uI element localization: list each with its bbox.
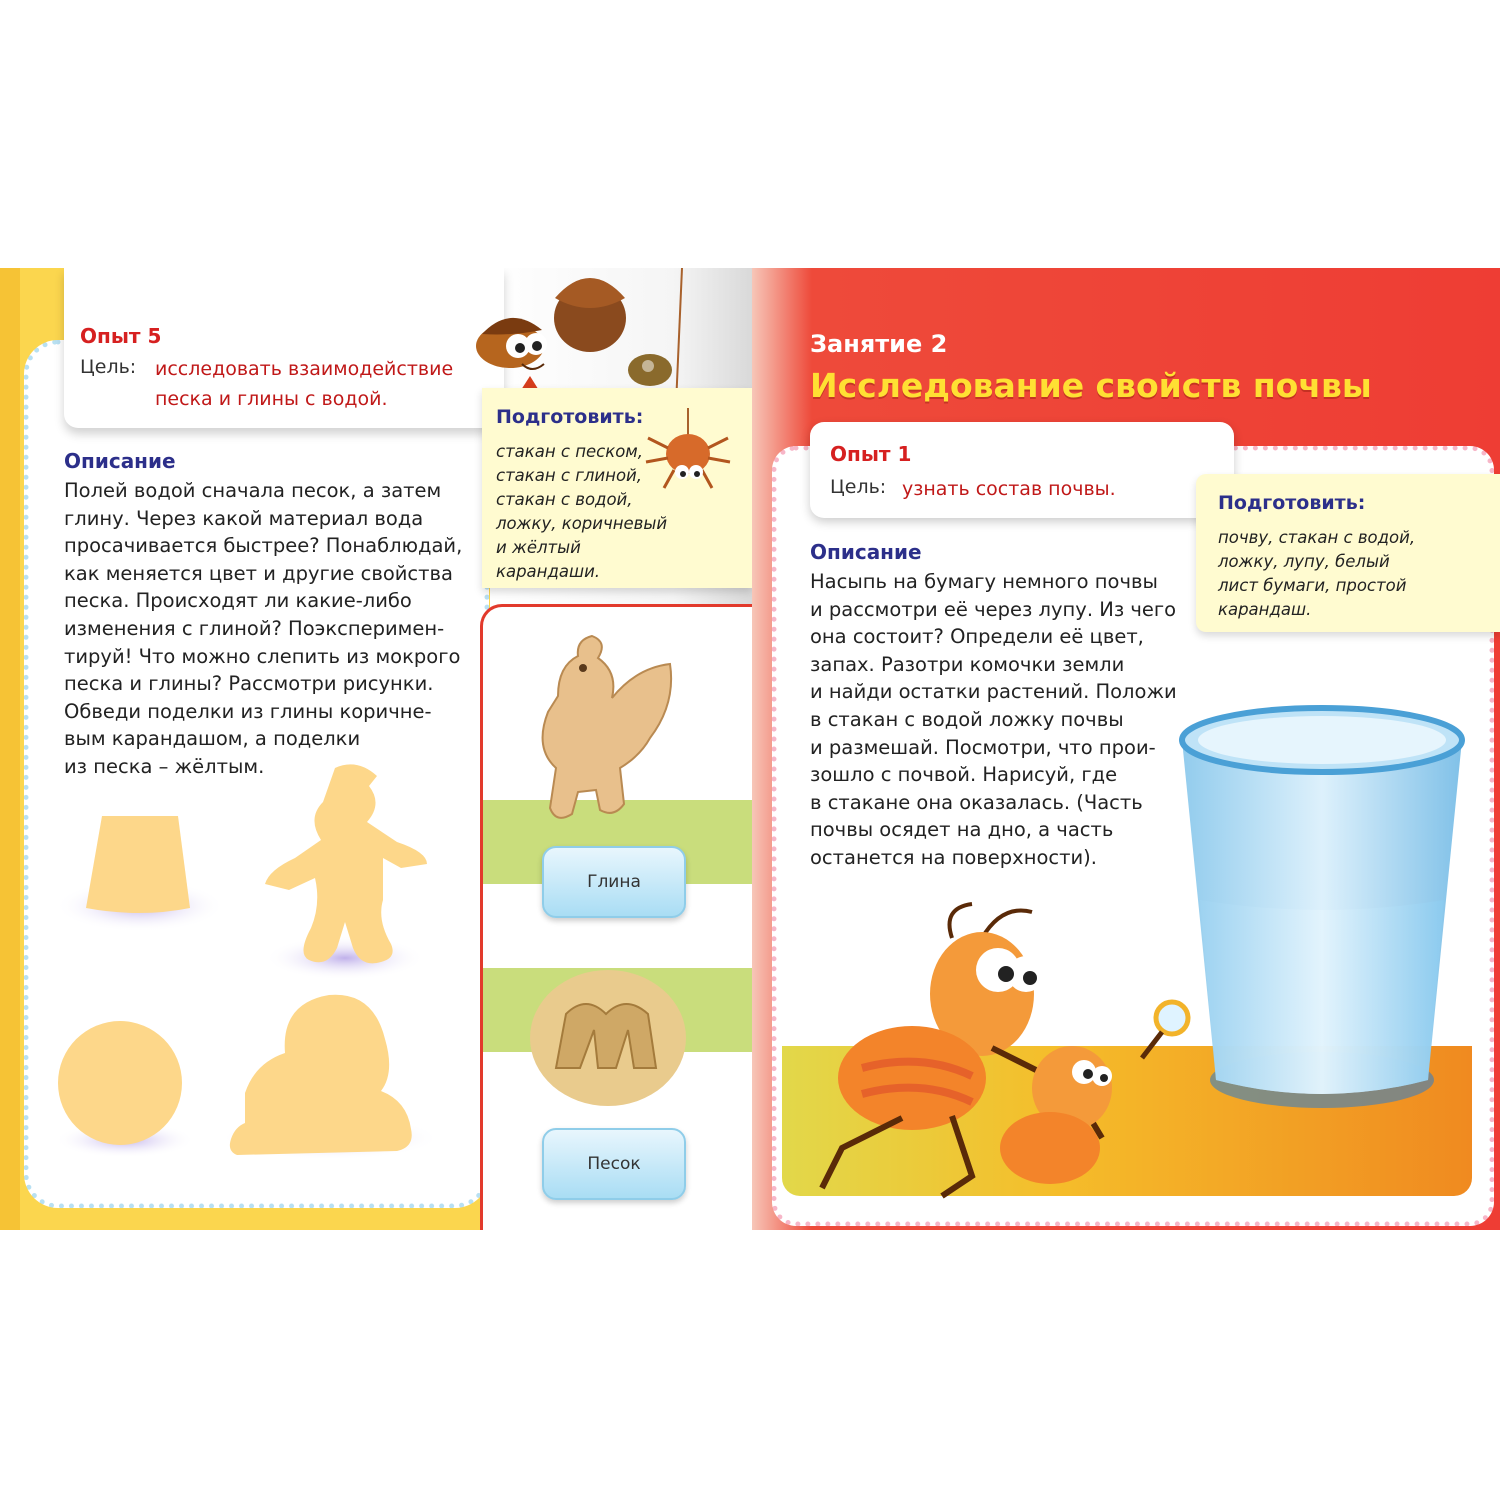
goal-text: узнать состав почвы. <box>902 478 1116 500</box>
prepare-item: стакан с глиной, <box>496 466 643 485</box>
prepare-card <box>482 388 752 588</box>
magnifier-icon <box>1156 1002 1188 1034</box>
prepare-item: стакан с песком, <box>496 442 643 461</box>
description-line: почвы осядет на дно, а часть <box>810 818 1114 842</box>
prepare-card <box>1196 474 1500 632</box>
description-line: просачивается быстрее? Понаблюдай, <box>64 534 463 558</box>
description-line: из песка – жёлтым. <box>64 754 265 778</box>
description-text <box>810 568 1190 872</box>
clay-label: Глина <box>542 846 686 918</box>
prepare-item: карандаши. <box>496 562 601 581</box>
description-line: Обведи поделки из глины коричне- <box>64 699 432 723</box>
prepare-title: Подготовить: <box>1218 492 1366 514</box>
description-line: песка и глины? Рассмотри рисунки. <box>64 672 434 696</box>
description-line: изменения с глиной? Поэксперимен- <box>64 616 445 640</box>
description-line: песка. Происходят ли какие-либо <box>64 589 412 613</box>
prepare-item: стакан с водой, <box>496 490 633 509</box>
experiment-header-card <box>64 268 504 428</box>
description-line: и найди остатки растений. Положи <box>810 680 1177 704</box>
experiment-header-card <box>810 422 1234 518</box>
description-line: останется на поверхности). <box>810 845 1097 869</box>
left-page-edge <box>0 268 20 1230</box>
description-line: запах. Разотри комочки земли <box>810 652 1125 676</box>
goal-line-1: исследовать взаимодействие <box>155 358 454 380</box>
sphinx-silhouette-icon <box>230 995 412 1155</box>
experiment-title: Опыт 1 <box>830 442 912 466</box>
goal-label: Цель: <box>830 476 887 498</box>
description-line: и размешай. Посмотри, что прои- <box>810 735 1156 759</box>
description-line: вым карандашом, а поделки <box>64 727 361 751</box>
description-line: Полей водой сначала песок, а затем <box>64 479 442 502</box>
prepare-item: лист бумаги, простой <box>1218 576 1407 595</box>
lesson-title: Исследование свойств почвы <box>810 366 1372 405</box>
description-line: она состоит? Определи её цвет, <box>810 625 1144 649</box>
description-line: глину. Через какой материал вода <box>64 506 424 530</box>
description-line: в стакане она оказалась. (Часть <box>810 790 1143 814</box>
right-page <box>752 268 1500 1230</box>
prepare-item: ложку, коричневый <box>496 514 668 533</box>
clay-rooster-photo <box>528 626 688 836</box>
ball-silhouette-icon <box>58 1021 182 1145</box>
spider-icon <box>642 408 732 498</box>
description-line: в стакан с водой ложку почвы <box>810 707 1124 731</box>
water-glass-icon <box>1176 700 1476 1120</box>
prepare-item: карандаш. <box>1218 600 1312 619</box>
prepare-title: Подготовить: <box>496 406 644 428</box>
prepare-item: почву, стакан с водой, <box>1218 528 1416 547</box>
description-line: и рассмотри её через лупу. Из чего <box>810 597 1177 621</box>
prepare-item: и жёлтый <box>496 538 581 557</box>
description-line: тируй! Что можно слепить из мокрого <box>64 644 461 668</box>
goal-line-2: песка и глины с водой. <box>155 388 388 410</box>
prepare-item: ложку, лупу, белый <box>1218 552 1390 571</box>
description-line: зошло с почвой. Нарисуй, где <box>810 763 1118 787</box>
description-text <box>64 477 484 781</box>
figure-silhouette-icon <box>265 764 427 963</box>
sand-label: Песок <box>542 1128 686 1200</box>
description-title: Описание <box>810 540 922 564</box>
experiment-title: Опыт 5 <box>80 324 162 348</box>
craft-silhouettes <box>50 758 470 1198</box>
left-page <box>0 268 752 1230</box>
sand-letter-photo <box>526 958 686 1108</box>
cone-critter-decoration <box>470 268 700 398</box>
description-line: как меняется цвет и другие свойства <box>64 561 453 585</box>
ants-illustration <box>802 898 1202 1218</box>
bucket-silhouette-icon <box>86 816 190 913</box>
description-line: Насыпь на бумагу немного почвы <box>810 570 1158 593</box>
lesson-number: Занятие 2 <box>810 330 948 358</box>
goal-label: Цель: <box>80 356 137 378</box>
description-title: Описание <box>64 449 176 473</box>
